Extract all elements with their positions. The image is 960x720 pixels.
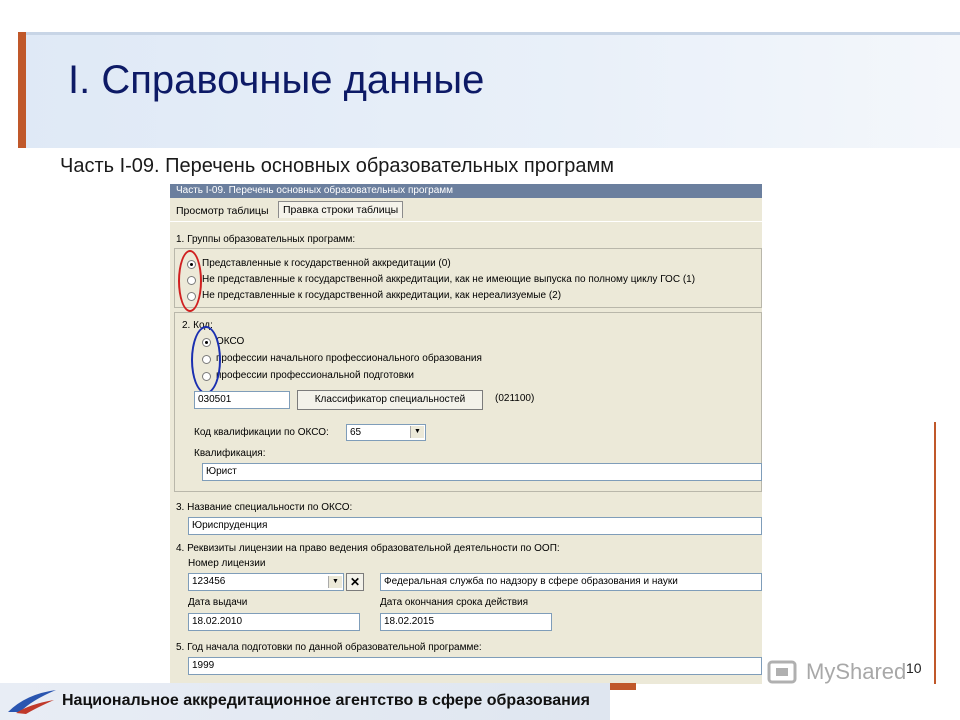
slide-subtitle: Часть I-09. Перечень основных образовательных программ <box>60 155 615 177</box>
code-option-2-label: профессии профессиональной подготовки <box>216 370 414 381</box>
start-year-label: 5. Год начала подготовки по данной образовательной программе: <box>176 642 482 653</box>
groups-option-2-label: Не представленные к государственной аккредитации, как нереализуемые (2) <box>202 290 562 301</box>
footer-text: Национальное аккредитационное агентство в сфере образования <box>62 692 590 709</box>
license-authority-input[interactable]: Федеральная служба по надзору в сфере образования и науки <box>380 573 762 591</box>
code-label: 2. Код: <box>182 320 213 331</box>
groups-option-0-label: Представленные к государственной аккредитации (0) <box>202 258 451 269</box>
start-year-input[interactable]: 1999 <box>188 657 762 675</box>
tab-view-table[interactable]: Просмотр таблицы <box>176 205 269 217</box>
issue-date-input[interactable]: 18.02.2010 <box>188 613 360 631</box>
red-highlight-ellipse <box>178 250 202 312</box>
classifier-code: (021100) <box>495 393 535 404</box>
title-band-top-line <box>18 32 960 35</box>
qualification-code-label: Код квалификации по ОКСО: <box>194 427 329 438</box>
license-number-select[interactable] <box>188 573 344 591</box>
code-option-1-label: профессии начального профессионального образования <box>216 353 482 364</box>
footer-accent <box>610 683 636 690</box>
chevron-down-icon[interactable]: ▼ <box>410 426 424 438</box>
watermark-text: MyShared <box>806 659 907 684</box>
license-label: 4. Реквизиты лицензии на право ведения образовательной деятельности по ООП: <box>176 543 560 554</box>
blue-highlight-ellipse <box>191 326 221 394</box>
title-band-accent <box>18 32 26 148</box>
groups-label: 1. Группы образовательных программ: <box>176 234 356 245</box>
license-number-value: 123456 <box>192 576 226 587</box>
code-input[interactable]: 030501 <box>194 391 290 409</box>
specialty-input[interactable]: Юриспруденция <box>188 517 762 535</box>
tab-edit-row[interactable]: Правка строки таблицы <box>278 201 403 218</box>
qualification-label: Квалификация: <box>194 448 266 459</box>
qualification-code-value: 65 <box>350 427 362 438</box>
qualification-input[interactable]: Юрист <box>202 463 762 481</box>
page-number: 10 <box>906 660 922 676</box>
close-icon: ✕ <box>349 575 361 589</box>
tab-divider <box>170 221 762 222</box>
slide-title: I. Справочные данные <box>68 58 485 102</box>
specialty-label: 3. Название специальности по ОКСО: <box>176 502 353 513</box>
code-option-0-label: ОКСО <box>216 336 245 347</box>
classifier-button[interactable]: Классификатор специальностей <box>297 390 483 410</box>
expiry-date-label: Дата окончания срока действия <box>380 597 529 608</box>
qualification-code-select[interactable] <box>346 424 426 441</box>
license-number-label: Номер лицензии <box>188 558 266 569</box>
tab-bar <box>170 200 762 220</box>
form-window <box>170 184 762 684</box>
right-accent-line <box>934 422 936 684</box>
window-title: Часть I-09. Перечень основных образовательных программ <box>170 184 762 198</box>
clear-license-button[interactable] <box>346 573 364 591</box>
expiry-date-input[interactable]: 18.02.2015 <box>380 613 552 631</box>
groups-option-1-label: Не представленные к государственной аккредитации, как не имеющие выпуска по полному циклу ГОС (1) <box>202 274 696 285</box>
agency-logo-icon <box>6 686 58 716</box>
chevron-down-icon[interactable]: ▼ <box>328 576 342 588</box>
issue-date-label: Дата выдачи <box>188 597 248 608</box>
